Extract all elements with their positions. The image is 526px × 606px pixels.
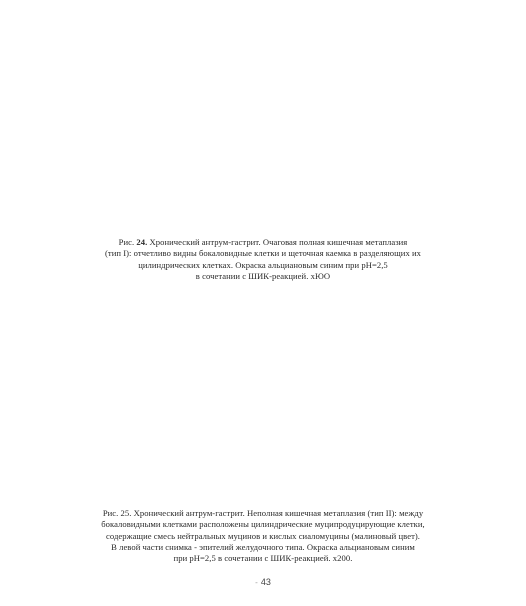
figure-25-caption-line-5: при рН=2,5 в сочетании с ШИК-реакцией. х200.	[173, 553, 353, 564]
figure-25-caption-line-2: бокаловидными клетками расположены цилиндрические муципродуцирующие клетки,	[101, 519, 425, 530]
page-number	[0, 577, 526, 587]
figure-25-caption-line-3: содержащие смесь нейтральных муцинов и кислых сиаломуцины (малиновый цвет).	[105, 530, 420, 541]
figure-24-caption-line-1	[0, 237, 526, 248]
figure-24-caption-line-2: (тип I): отчетливо видны бокаловидные клетки и щеточная каемка в разделяющих их	[105, 248, 421, 259]
figure-24-caption	[0, 237, 526, 282]
figure-24-title: Хронический антрум-гастрит. Очаговая полная кишечная метаплазия	[147, 237, 408, 247]
figure-24-caption-line-4: в сочетании с ШИК-реакцией. хЮО	[195, 270, 331, 281]
figure-25-caption-line-1: Рис. 25. Хронический антрум-гастрит. Неполная кишечная метаплазия (тип II): между	[102, 508, 424, 518]
page-number-dash: -	[255, 578, 258, 587]
figure-25-caption-line-4: В левой части снимка - эпителий желудочного типа. Окраска альциановым синим	[111, 541, 415, 552]
figure-24-prefix: Рис.	[118, 237, 137, 247]
figure-25-caption	[0, 508, 526, 564]
figure-24-number: 24.	[136, 237, 148, 247]
figure-24-caption-line-3: цилиндрических клетках. Окраска альциановым синим при рН=2,5	[138, 259, 388, 270]
page-number-value: 43	[260, 577, 271, 587]
